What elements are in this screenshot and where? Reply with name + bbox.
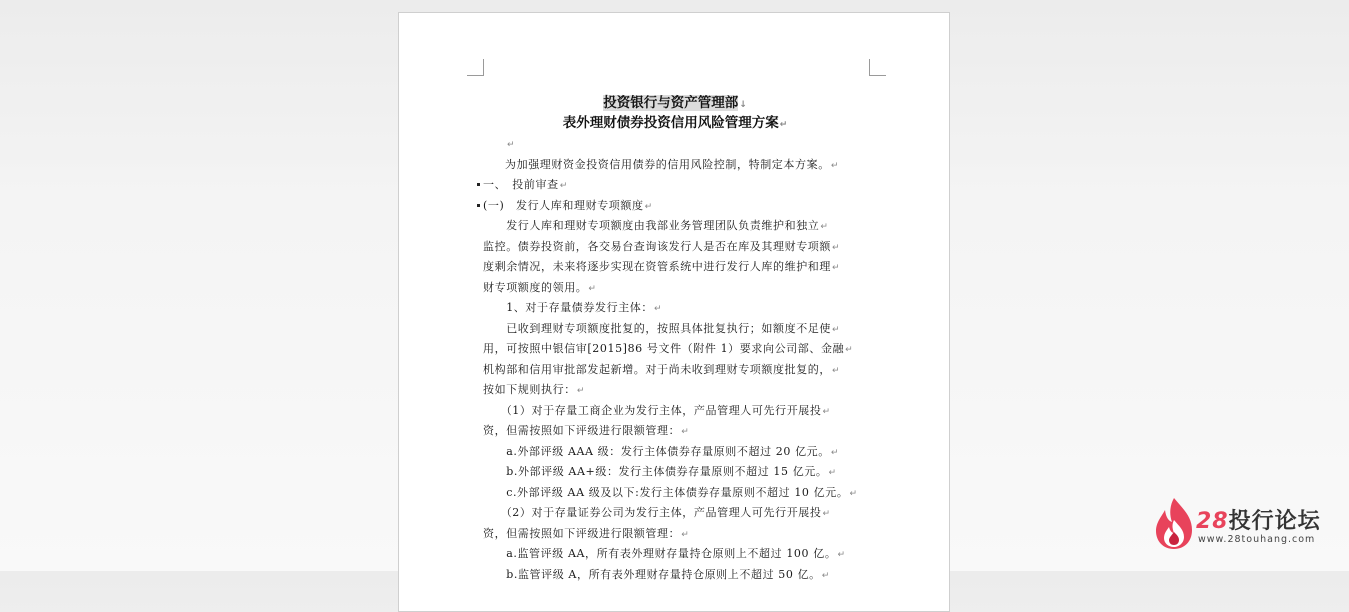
body-line-text: b.监管评级 A，所有表外理财存量持仓原则上不超过 50 亿。 [483, 567, 821, 581]
document-subtitle [399, 111, 951, 131]
body-line [483, 380, 873, 400]
body-line [483, 298, 873, 318]
document-page [398, 12, 950, 612]
body-line [483, 483, 873, 503]
body-line [483, 216, 873, 236]
body-line [483, 339, 873, 359]
body-line [483, 278, 873, 298]
paragraph-mark: ↵ [832, 263, 841, 273]
flame-logo-icon [1152, 496, 1198, 550]
body-line-text: (一) 发行人库和理财专项额度 [483, 198, 644, 212]
body-line [483, 401, 873, 421]
body-line [483, 319, 873, 339]
crop-mark-left [467, 59, 484, 76]
brand-name [1196, 504, 1321, 535]
body-line-text: c.外部评级 AA 级及以下:发行主体债券存量原则不超过 10 亿元。 [483, 485, 849, 499]
title-line-1: 投资银行与资产管理部 [603, 95, 739, 111]
paragraph-mark: ↵ [681, 529, 690, 540]
paragraph-mark: ↵ [830, 160, 839, 171]
forum-watermark [1152, 496, 1342, 552]
paragraph-mark: ↵ [559, 181, 568, 191]
body-line-text: 一、 投前审查 [483, 178, 559, 191]
paragraph-mark: ↵ [576, 386, 585, 396]
paragraph-mark: ↵ [821, 570, 830, 581]
body-line [483, 134, 873, 154]
body-line-text: 1、对于存量债券发行主体： [483, 301, 653, 314]
body-line [483, 196, 873, 216]
paragraph-mark: ↵ [588, 283, 597, 294]
body-line [483, 237, 873, 257]
body-line-text: 已收到理财专项额度批复的，按照具体批复执行；如额度不足使 [483, 321, 831, 335]
paragraph-mark: ↵ [654, 304, 663, 314]
body-line-text: 发行人库和理财专项额度由我部业务管理团队负责维护和独立 [483, 219, 820, 232]
body-line-text: 按如下规则执行： [483, 383, 576, 396]
brand-title: 投行论坛 [1228, 509, 1321, 534]
paragraph-mark: ↵ [828, 468, 837, 478]
paragraph-mark: ↵ [681, 427, 690, 437]
paragraph-mark: ↵ [830, 447, 840, 458]
body-line [483, 155, 873, 175]
paragraph-mark: ↵ [644, 201, 653, 212]
paragraph-mark: ↵ [822, 509, 831, 519]
body-line [483, 421, 873, 441]
list-bullet-icon [477, 204, 480, 207]
paragraph-mark: ↵ [507, 140, 516, 150]
paragraph-mark: ↵ [779, 120, 788, 130]
body-line-text: （1）对于存量工商企业为发行主体，产品管理人可先行开展投 [483, 403, 822, 417]
body-line-text: （2）对于存量证券公司为发行主体，产品管理人可先行开展投 [483, 506, 822, 519]
body-line-text: 资，但需按照如下评级进行限额管理： [483, 526, 681, 540]
body-line-text: 度剩余情况，未来将逐步实现在资管系统中进行发行人库的维护和理 [483, 260, 831, 273]
body-line-text: b.外部评级 AA+级：发行主体债券存量原则不超过 15 亿元。 [483, 465, 828, 478]
paragraph-mark: ↵ [849, 488, 858, 499]
document-title [399, 91, 951, 111]
paragraph-mark: ↵ [820, 222, 829, 232]
paragraph-mark: ↵ [822, 406, 831, 417]
body-line-text: 资，但需按照如下评级进行限额管理： [483, 424, 681, 437]
body-line [483, 503, 873, 523]
body-line [483, 257, 873, 277]
body-line [483, 442, 873, 462]
line-break-mark: ↓ [739, 100, 747, 110]
body-line [483, 462, 873, 482]
body-line-text: 为加强理财资金投资信用债券的信用风险控制，特制定本方案。 [505, 157, 830, 171]
body-line-text: 机构部和信用审批部发起新增。对于尚未收到理财专项额度批复的， [483, 362, 831, 376]
paragraph-mark: ↵ [837, 550, 846, 560]
crop-mark-right [869, 59, 886, 76]
paragraph-mark: ↵ [832, 242, 841, 253]
list-bullet-icon [477, 183, 480, 186]
paragraph-mark: ↵ [845, 345, 854, 355]
body-line-text: a.外部评级 AAA 级：发行主体债券存量原则不超过 20 亿元。 [483, 444, 830, 458]
paragraph-mark: ↵ [832, 324, 841, 335]
title-line-2: 表外理财债券投资信用风险管理方案 [562, 115, 779, 131]
paragraph-mark: ↵ [832, 365, 841, 376]
body-line-text: 财专项额度的领用。 [483, 280, 588, 294]
body-line [483, 544, 873, 564]
body-line [483, 524, 873, 544]
body-line-text: 用，可按照中银信审[2015]86 号文件（附件 1）要求向公司部、金融 [483, 342, 845, 355]
body-line [483, 565, 873, 585]
body-line-text: 监控。债券投资前，各交易台查询该发行人是否在库及其理财专项额 [483, 239, 831, 253]
body-line-text: a.监管评级 AA，所有表外理财存量持仓原则上不超过 100 亿。 [483, 547, 837, 560]
body-line [483, 175, 873, 195]
brand-number: 28 [1196, 509, 1229, 534]
brand-url: www.28touhang.com [1198, 534, 1316, 545]
body-line [483, 360, 873, 380]
